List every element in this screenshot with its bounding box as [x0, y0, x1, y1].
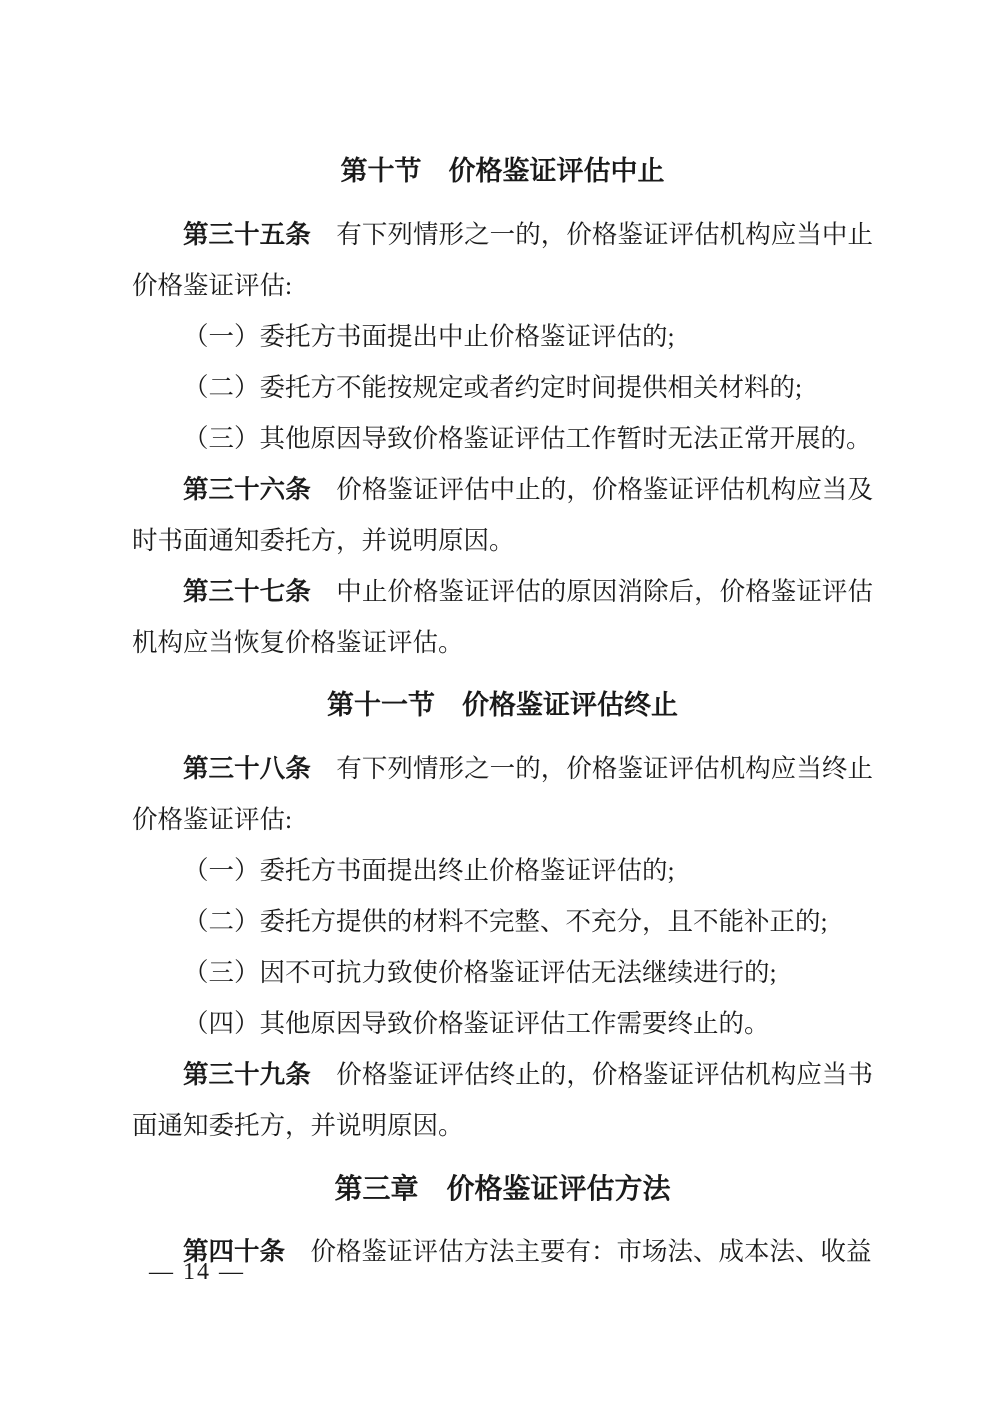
- article-number: 第三十八条: [183, 754, 311, 783]
- page-number: — 14 —: [149, 1259, 245, 1285]
- list-item-paragraph: （二）委托方不能按规定或者约定时间提供相关材料的;: [183, 373, 803, 402]
- article-text: 有下列情形之一的，价格鉴证评估机构应当中止价格鉴证评估:: [132, 220, 873, 300]
- list-item-paragraph: （二）委托方提供的材料不完整、不充分，且不能补正的;: [183, 907, 828, 936]
- article-number: 第三十五条: [183, 220, 311, 249]
- article-paragraph-38: [132, 743, 873, 845]
- list-item-paragraph: （一）委托方书面提出终止价格鉴证评估的;: [183, 856, 675, 885]
- section-heading-10: 第十节 价格鉴证评估中止: [340, 156, 665, 186]
- article-paragraph-39: [132, 1049, 873, 1151]
- article-text: 中止价格鉴证评估的原因消除后，价格鉴证评估机构应当恢复价格鉴证评估。: [132, 577, 873, 657]
- article-number: 第三十九条: [183, 1060, 311, 1089]
- article-number: 第四十条: [183, 1237, 286, 1266]
- list-item-paragraph: （三）其他原因导致价格鉴证评估工作暂时无法正常开展的。: [183, 424, 872, 453]
- document-content: [132, 134, 873, 1277]
- article-text: 价格鉴证评估中止的，价格鉴证评估机构应当及时书面通知委托方，并说明原因。: [132, 475, 873, 555]
- article-text: 价格鉴证评估终止的，价格鉴证评估机构应当书面通知委托方，并说明原因。: [132, 1060, 873, 1140]
- article-paragraph-35: [132, 209, 873, 311]
- list-item-paragraph: （四）其他原因导致价格鉴证评估工作需要终止的。: [183, 1009, 770, 1038]
- article-paragraph-36: [132, 464, 873, 566]
- article-number: 第三十六条: [183, 475, 311, 504]
- article-paragraph-37: [132, 566, 873, 668]
- article-text: 价格鉴证评估方法主要有：市场法、成本法、收益: [310, 1237, 872, 1266]
- list-item-paragraph: （一）委托方书面提出中止价格鉴证评估的;: [183, 322, 675, 351]
- section-heading-11: 第十一节 价格鉴证评估终止: [327, 690, 678, 720]
- article-number: 第三十七条: [183, 577, 311, 606]
- list-item-paragraph: （三）因不可抗力致使价格鉴证评估无法继续进行的;: [183, 958, 777, 987]
- article-text: 有下列情形之一的，价格鉴证评估机构应当终止价格鉴证评估:: [132, 754, 873, 834]
- chapter-heading-3: 第三章 价格鉴证评估方法: [334, 1173, 671, 1204]
